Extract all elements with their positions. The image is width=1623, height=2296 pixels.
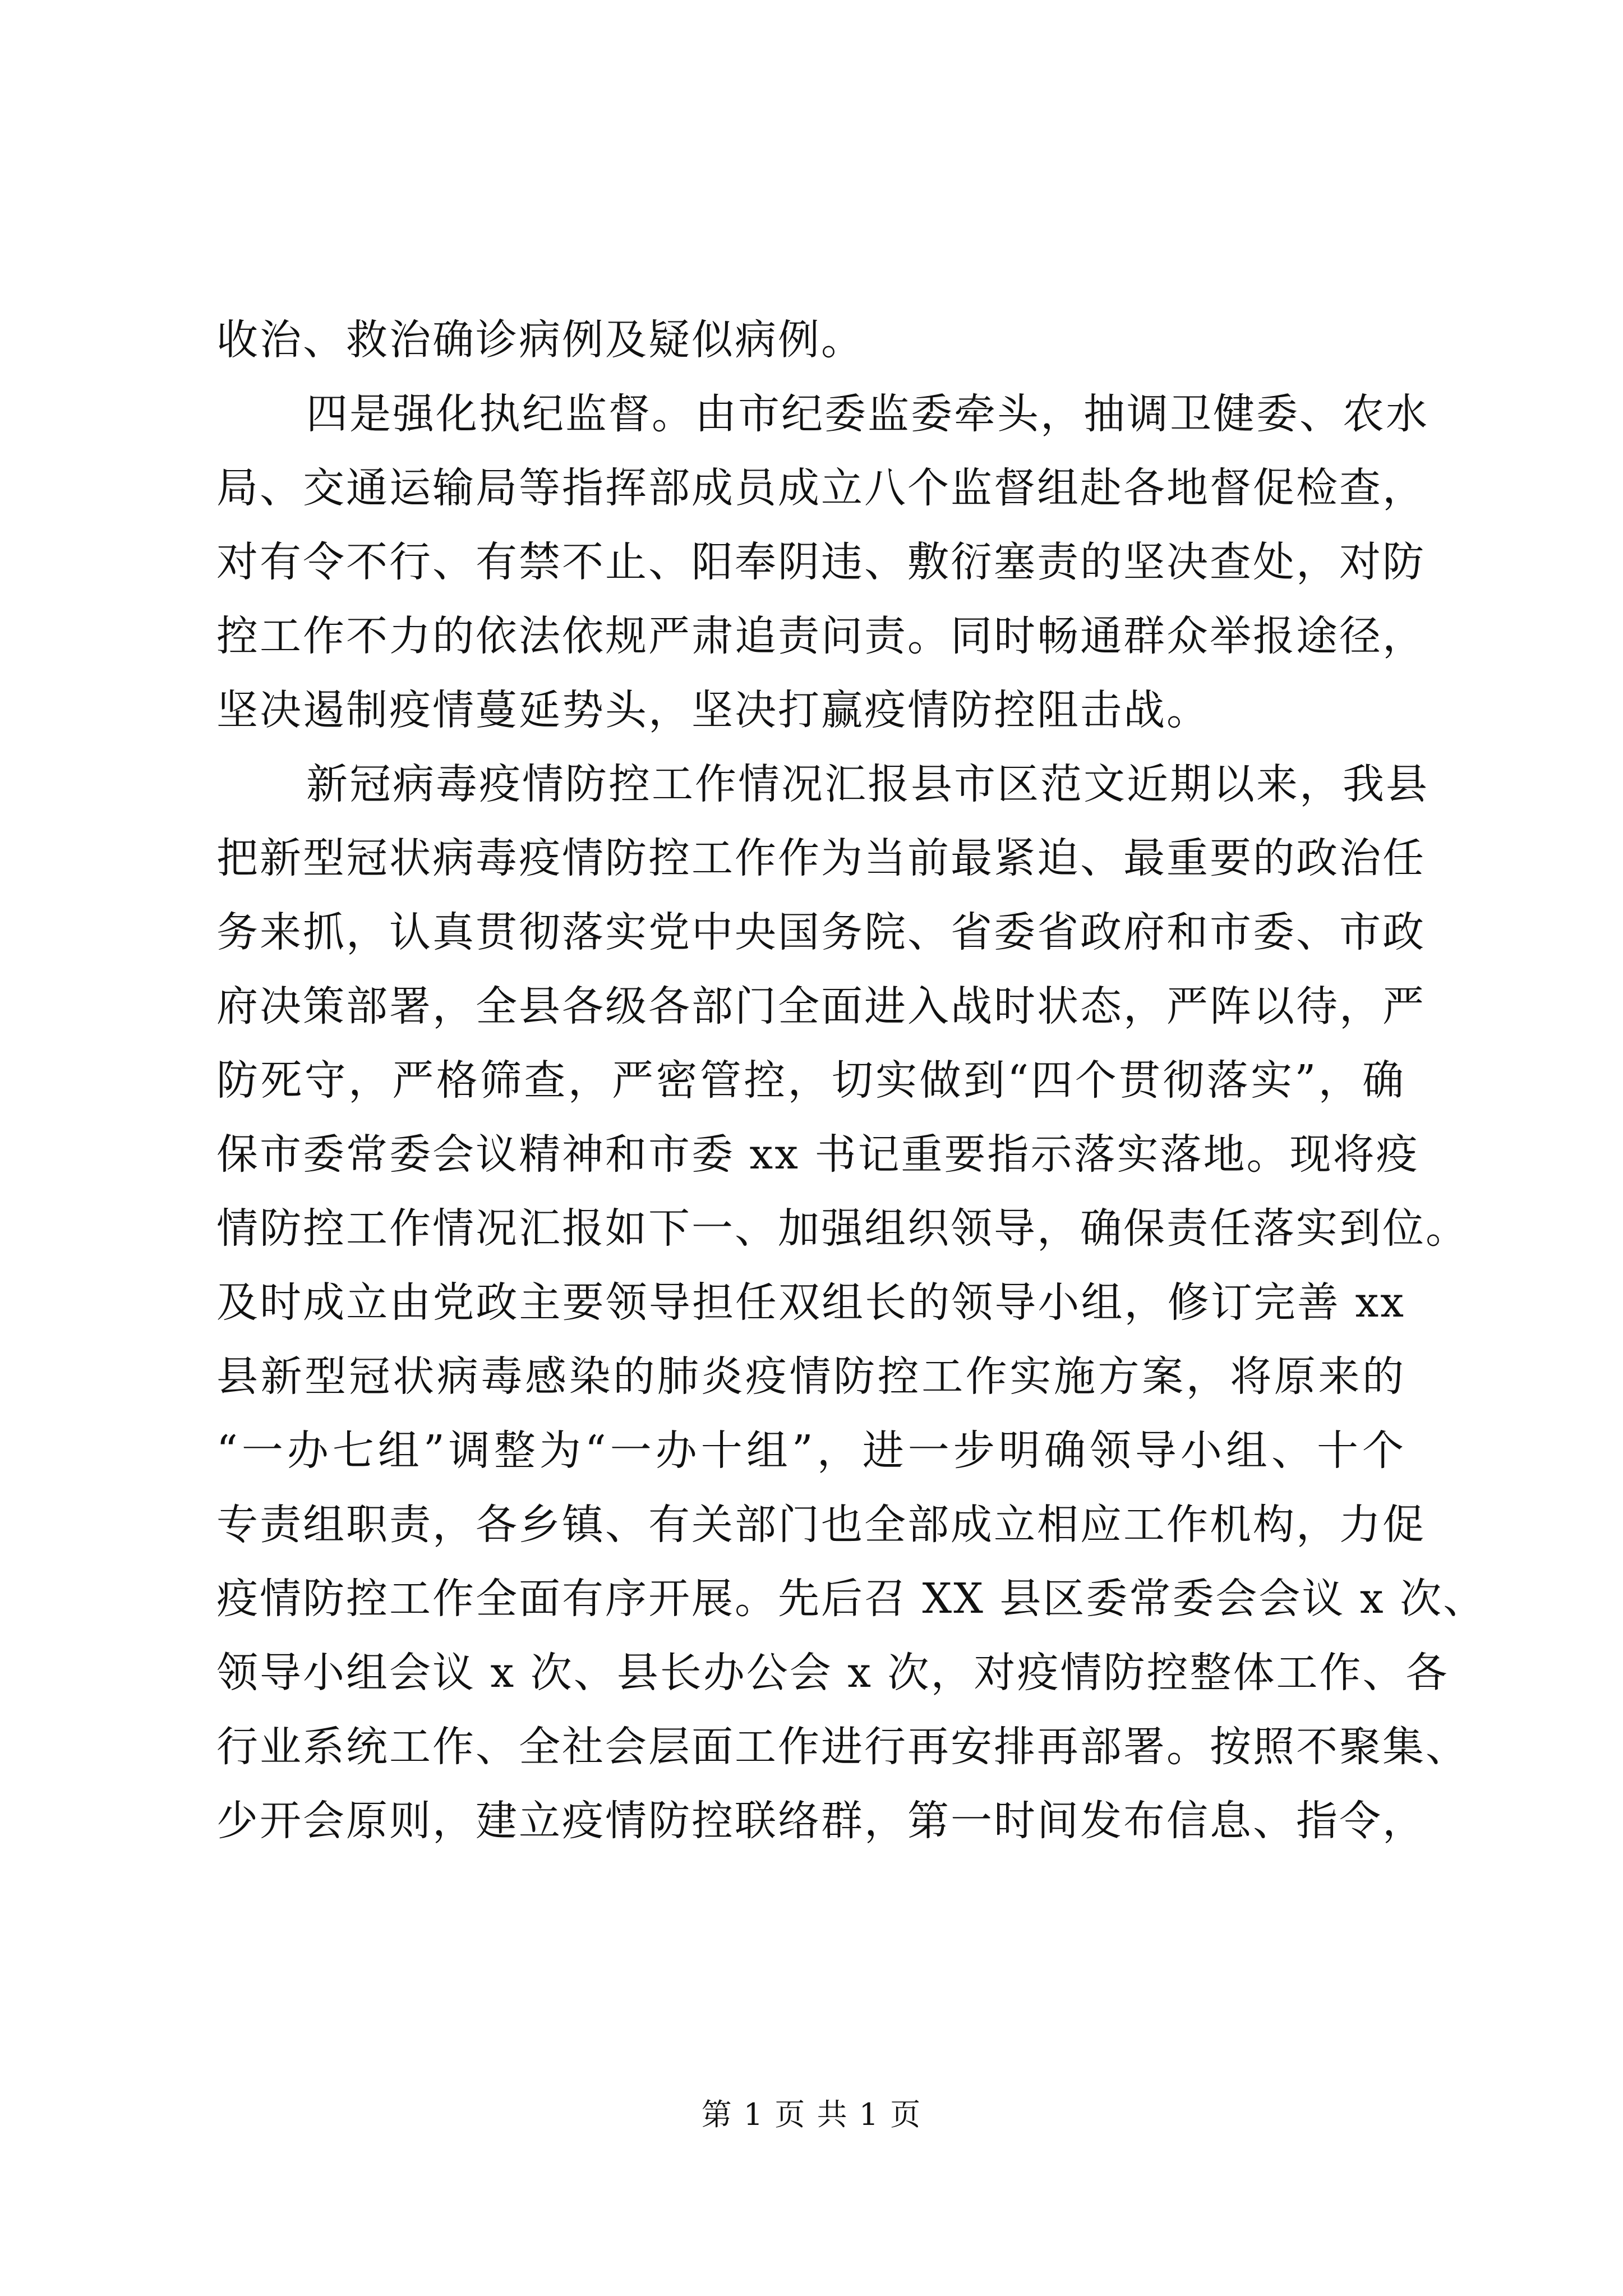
text-line: 防死守，严格筛查，严密管控，切实做到“四个贯彻落实”，确 — [216, 1056, 1405, 1105]
page-number-footer: 第 1 页 共 1 页 — [701, 2097, 922, 2132]
text-line: 坚决遏制疫情蔓延势头，坚决打赢疫情防控阻击战。 — [216, 686, 1210, 734]
document-body — [216, 303, 1487, 1858]
text-line: 府决策部署，全县各级各部门全面进入战时状态，严阵以待，严 — [216, 982, 1426, 1030]
text-line: 四是强化执纪监督。由市纪委监委牵头，抽调卫健委、农水 — [306, 390, 1429, 438]
text-line: “一办七组”调整为“一办十组”，进一步明确领导小组、十个 — [216, 1427, 1405, 1475]
text-line: 行业系统工作、全社会层面工作进行再安排再部署。按照不聚集、 — [216, 1723, 1469, 1771]
text-line: 疫情防控工作全面有序开展。先后召 XX 县区委常委会会议 x 次、 — [216, 1575, 1487, 1623]
text-line: 对有令不行、有禁不止、阳奉阴违、敷衍塞责的坚决查处，对防 — [216, 538, 1426, 586]
text-line: 把新型冠状病毒疫情防控工作作为当前最紧迫、最重要的政治任 — [216, 834, 1426, 882]
text-line: 县新型冠状病毒感染的肺炎疫情防控工作实施方案，将原来的 — [216, 1352, 1405, 1401]
text-line: 收治、救治确诊病例及疑似病例。 — [216, 316, 864, 364]
text-line: 领导小组会议 x 次、县长办公会 x 次，对疫情防控整体工作、各 — [216, 1649, 1449, 1697]
text-line: 及时成立由党政主要领导担任双组长的领导小组，修订完善 xx — [216, 1278, 1405, 1327]
text-line: 专责组职责，各乡镇、有关部门也全部成立相应工作机构，力促 — [216, 1501, 1426, 1549]
text-line: 控工作不力的依法依规严肃追责问责。同时畅通群众举报途径， — [216, 612, 1426, 660]
text-line: 情防控工作情况汇报如下一、加强组织领导，确保责任落实到位。 — [216, 1204, 1469, 1253]
text-line: 新冠病毒疫情防控工作情况汇报县市区范文近期以来，我县 — [306, 760, 1429, 808]
text-line: 局、交通运输局等指挥部成员成立八个监督组赴各地督促检查， — [216, 464, 1426, 512]
text-line: 保市委常委会议精神和市委 xx 书记重要指示落实落地。现将疫 — [216, 1130, 1419, 1179]
text-line: 务来抓，认真贯彻落实党中央国务院、省委省政府和市委、市政 — [216, 908, 1426, 956]
text-line: 少开会原则，建立疫情防控联络群，第一时间发布信息、指令， — [216, 1797, 1426, 1845]
